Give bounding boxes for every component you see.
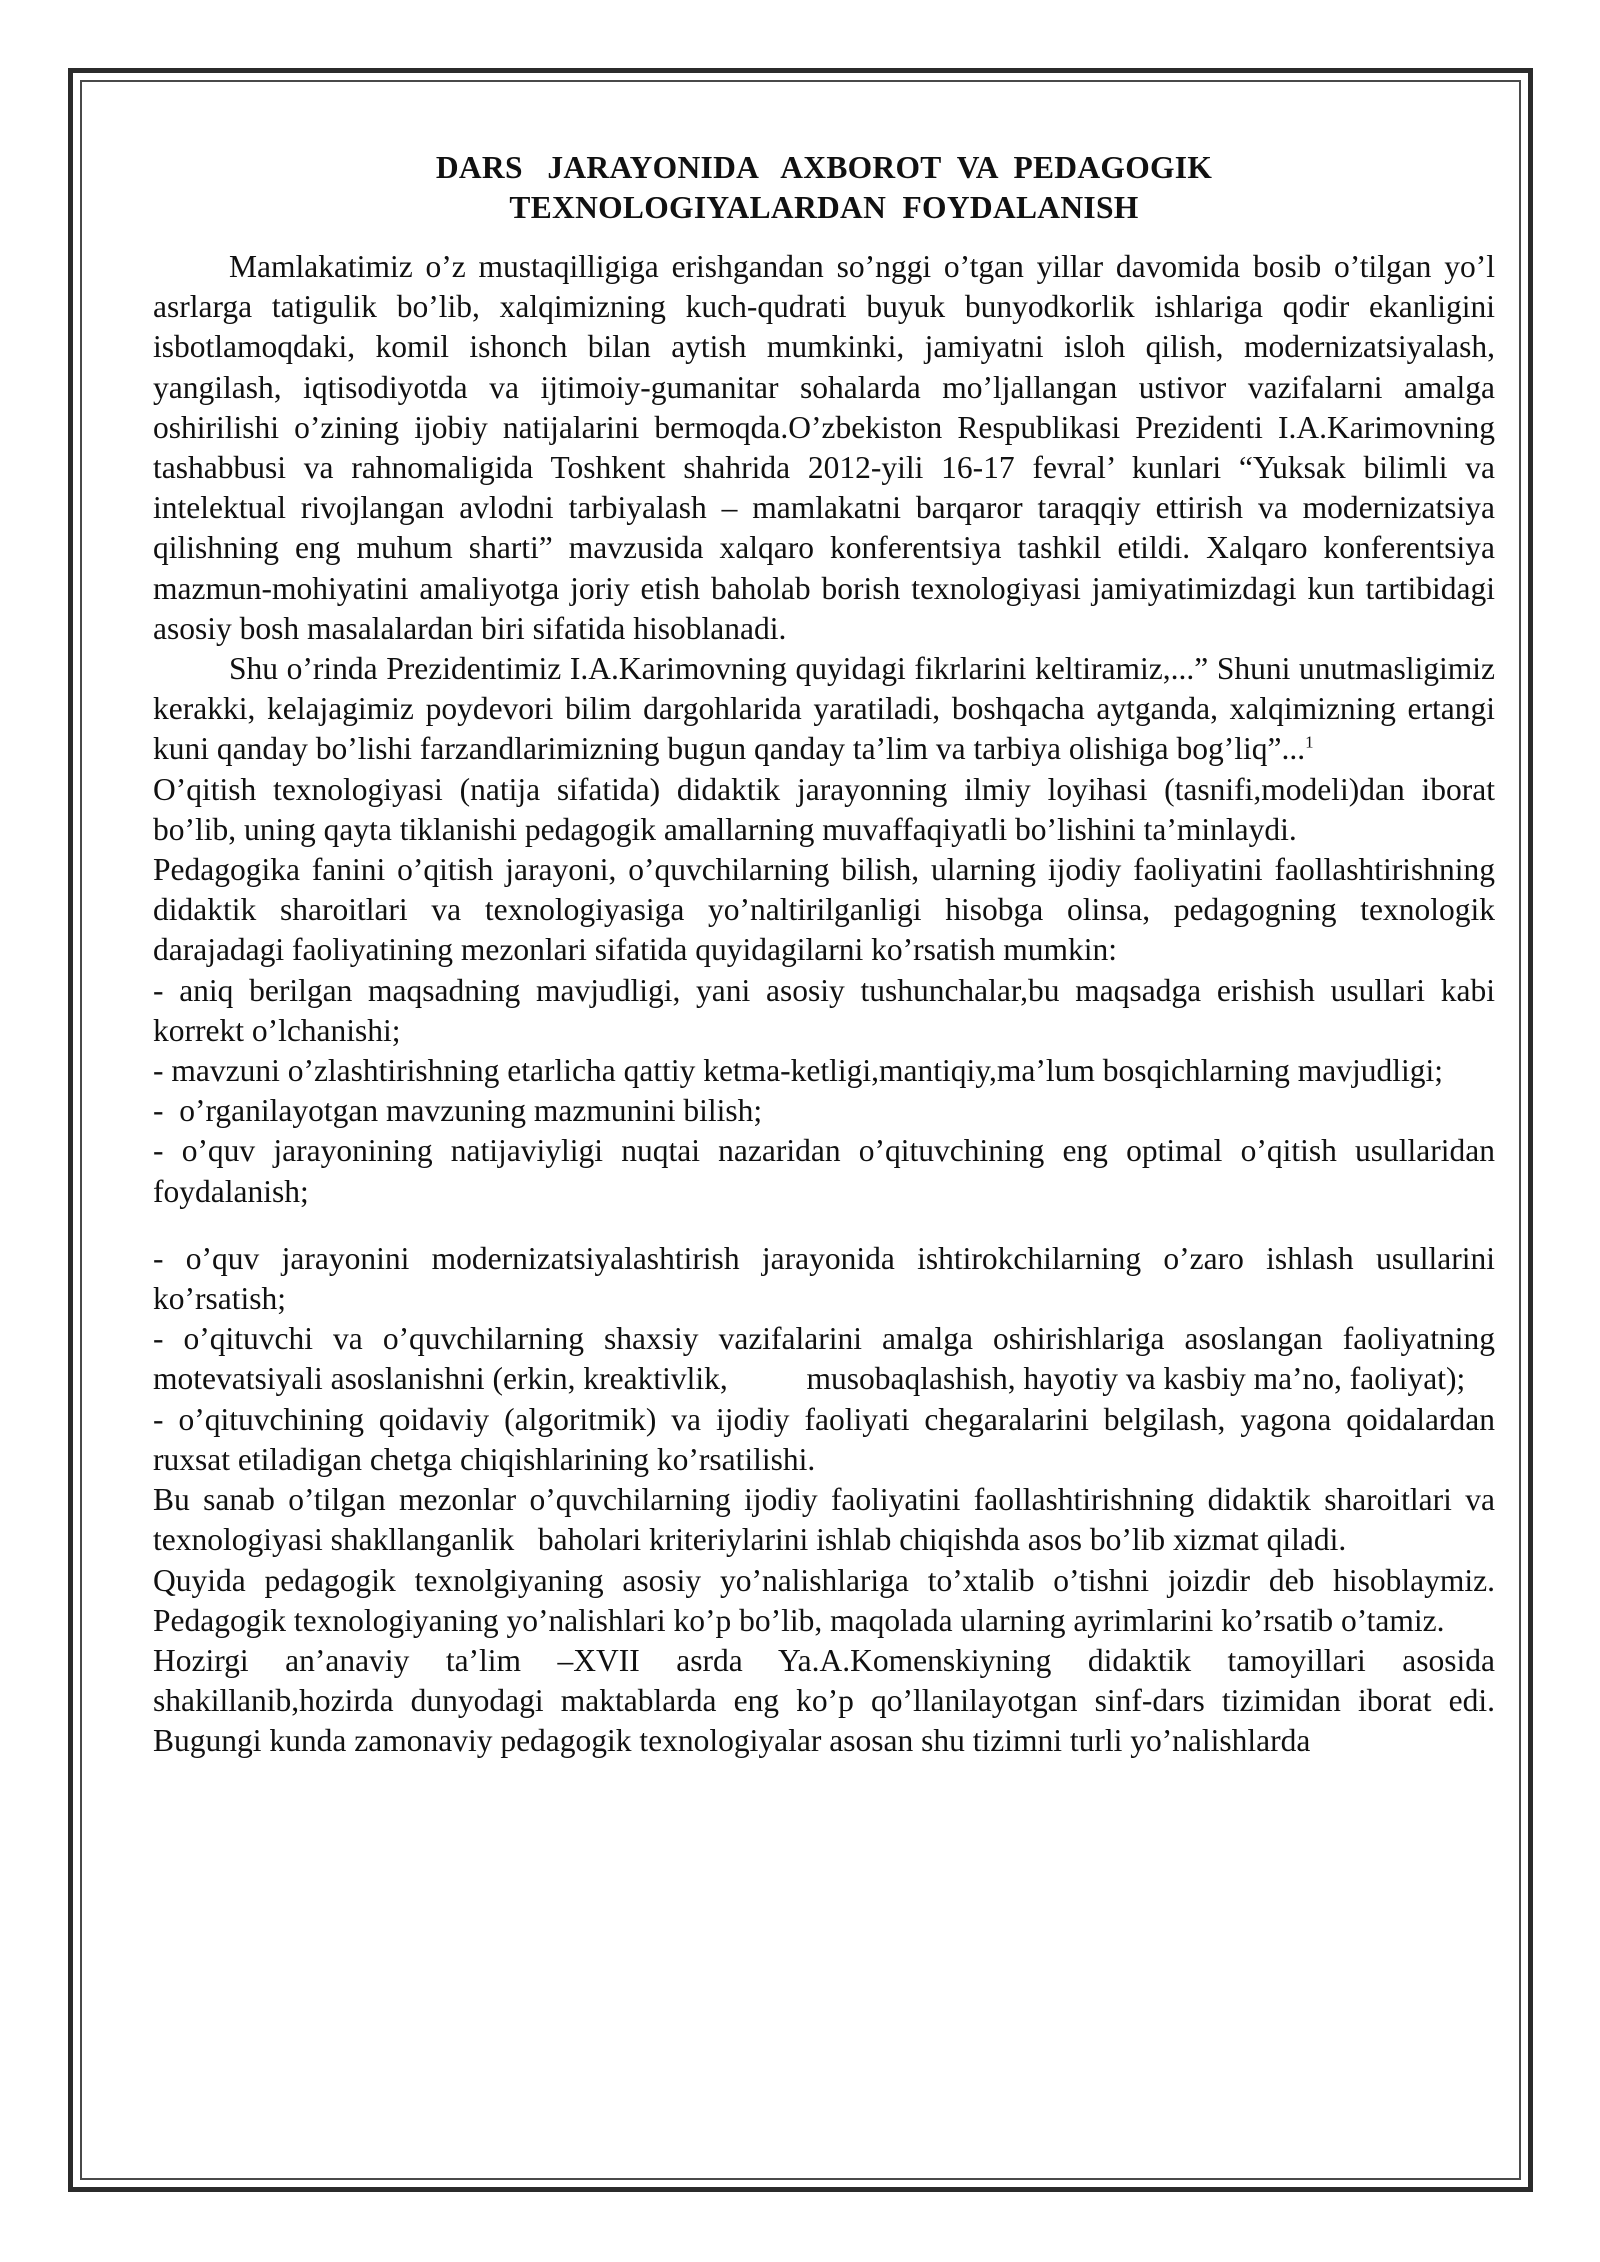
list-item: - o’quv jarayonini modernizatsiyalashtirish jarayonida ishtirokchilarning o’zaro ishlash usullarini ko’rsatish; <box>153 1240 1495 1317</box>
list-item: - aniq berilgan maqsadning mavjudligi, yani asosiy tushunchalar,bu maqsadga erishish usullari kabi korrekt o’lchanishi; <box>153 972 1495 1048</box>
list-item: - o’qituvchi va o’quvchilarning shaxsiy vazifalarini amalga oshirishlariga asoslangan faoliyatning motevatsiyali asoslanishni (erkin, kreaktivlik, musobaqlashish, hayotiy va kasbiy ma’no, faoliyat); <box>153 1321 1503 1397</box>
paragraph-intro: Mamlakatimiz o’z mustaqilligiga erishgandan so’nggi o’tgan yillar davomida bosib o’tilgan yo’l asrlarga tatigulik bo’lib, xalqimizning kuch-qudrati buyuk bunyodkorlik ishlariga qodir ekanligini isbotlamoqdaki, komil ishonch bilan aytish mumkinki, jamiyatni isloh qilish, modernizatsiyalash, yangilash, iqtisodiyotda va ijtimoiy-gumanitar sohalarda mo’ljallangan ustivor vazifalarni amalga oshirilishi o’zining ijobiy natijalarini bermoqda.O’zbekiston Respublikasi Prezidenti I.A.Karimovning tashabbusi va rahnomaligida Toshkent shahrida 2012-yili 16-17 fevral’ kunlari “Yuksak bilimli va intelektual rivojlangan avlodni tarbiyalash – mamlakatni barqaror taraqqiy ettirish va modernizatsiya qilishning eng muhum sharti” mavzusida xalqaro konferentsiya tashkil etildi. Xalqaro konferentsiya mazmun-mohiyatini amaliyotga joriy etish baholab borish texnologiyasi jamiyatimizdagi kun tartibidagi asosiy bosh masalalardan biri sifatida hisoblanadi. <box>153 249 1495 646</box>
footnote-ref: 1 <box>1305 732 1314 752</box>
paragraph-criteria-summary: Bu sanab o’tilgan mezonlar o’quvchilarning ijodiy faoliyatini faollashtirishning didaktik sharoitlari va texnologiyasi shakllanganlik baholari kriteriylarini ishlab chiqishda asos bo’lib xizmat qiladi. <box>153 1482 1503 1558</box>
document-body <box>153 148 1503 1762</box>
list-item: - o’qituvchining qoidaviy (algoritmik) va ijodiy faoliyati chegaralarini belgilash, yagona qoidalardan ruxsat etiladigan chetga chiqishlarining ko’rsatilishi. <box>153 1401 1495 1477</box>
paragraph-directions: Quyida pedagogik texnolgiyaning asosiy yo’nalishlariga to’xtalib o’tishni joizdir deb hisoblaymiz. Pedagogik texnologiyaning yo’nalishlari ko’p bo’lib, maqolada ularning ayrimlarini ko’rsatib o’tamiz. <box>153 1562 1495 1638</box>
quote-text: Shu o’rinda Prezidentimiz I.A.Karimovning quyidagi fikrlarini keltiramiz,...” Shuni unutmasligimiz kerakki, kelajagimiz poydevori bilim dargohlarida yaratiladi, boshqacha aytganda, xalqimizning ertangi kuni qanday bo’lishi farzandlarimizning bugun qanday ta’lim va tarbiya olishiga bog’liq”... <box>153 651 1495 767</box>
list-item: - o’rganilayotgan mavzuning mazmunini bilish; <box>153 1093 763 1129</box>
title-line-1: DARS JARAYONIDA AXBOROT VA PEDAGOGIK <box>435 150 1213 185</box>
list-item: - mavzuni o’zlashtirishning etarlicha qattiy ketma-ketligi,mantiqiy,ma’lum bosqichlarning mavjudligi; <box>153 1053 1444 1089</box>
paragraph-traditional-education: Hozirgi an’anaviy ta’lim –XVII asrda Ya.A.Komenskiyning didaktik tamoyillari asosida shakillanib,hozirda dunyodagi maktablarda eng ko’p qo’llanilayotgan sinf-dars tizimidan iborat edi. Bugungi kunda zamonaviy pedagogik texnologiyalar asosan shu tizimni turli yo’nalishlarda <box>153 1642 1495 1759</box>
list-item: - o’quv jarayonining natijaviyligi nuqtai nazaridan o’qituvchining eng optimal o’qitish usullaridan foydalanish; <box>153 1133 1495 1209</box>
paragraph-teaching-technology: O’qitish texnologiyasi (natija sifatida) didaktik jarayonning ilmiy loyihasi (tasnifi,modeli)dan iborat bo’lib, uning qayta tiklanishi pedagogik amallarning muvaffaqiyatli bo’lishini ta’minlaydi. <box>153 771 1495 847</box>
paragraph-president-quote <box>153 649 1495 770</box>
title-line-2: TEXNOLOGIYALARDAN FOYDALANISH <box>509 190 1139 225</box>
paragraph-criteria-intro: Pedagogika fanini o’qitish jarayoni, o’quvchilarning bilish, ularning ijodiy faoliyatini faollashtirishning didaktik sharoitlari va texnologiyasiga yo’naltirilganligi hisobga olinsa, pedagogning texnologik darajadagi faoliyatining mezonlari sifatida quyidagilarni ko’rsatish mumkin: <box>153 852 1495 968</box>
document-title <box>153 148 1495 228</box>
